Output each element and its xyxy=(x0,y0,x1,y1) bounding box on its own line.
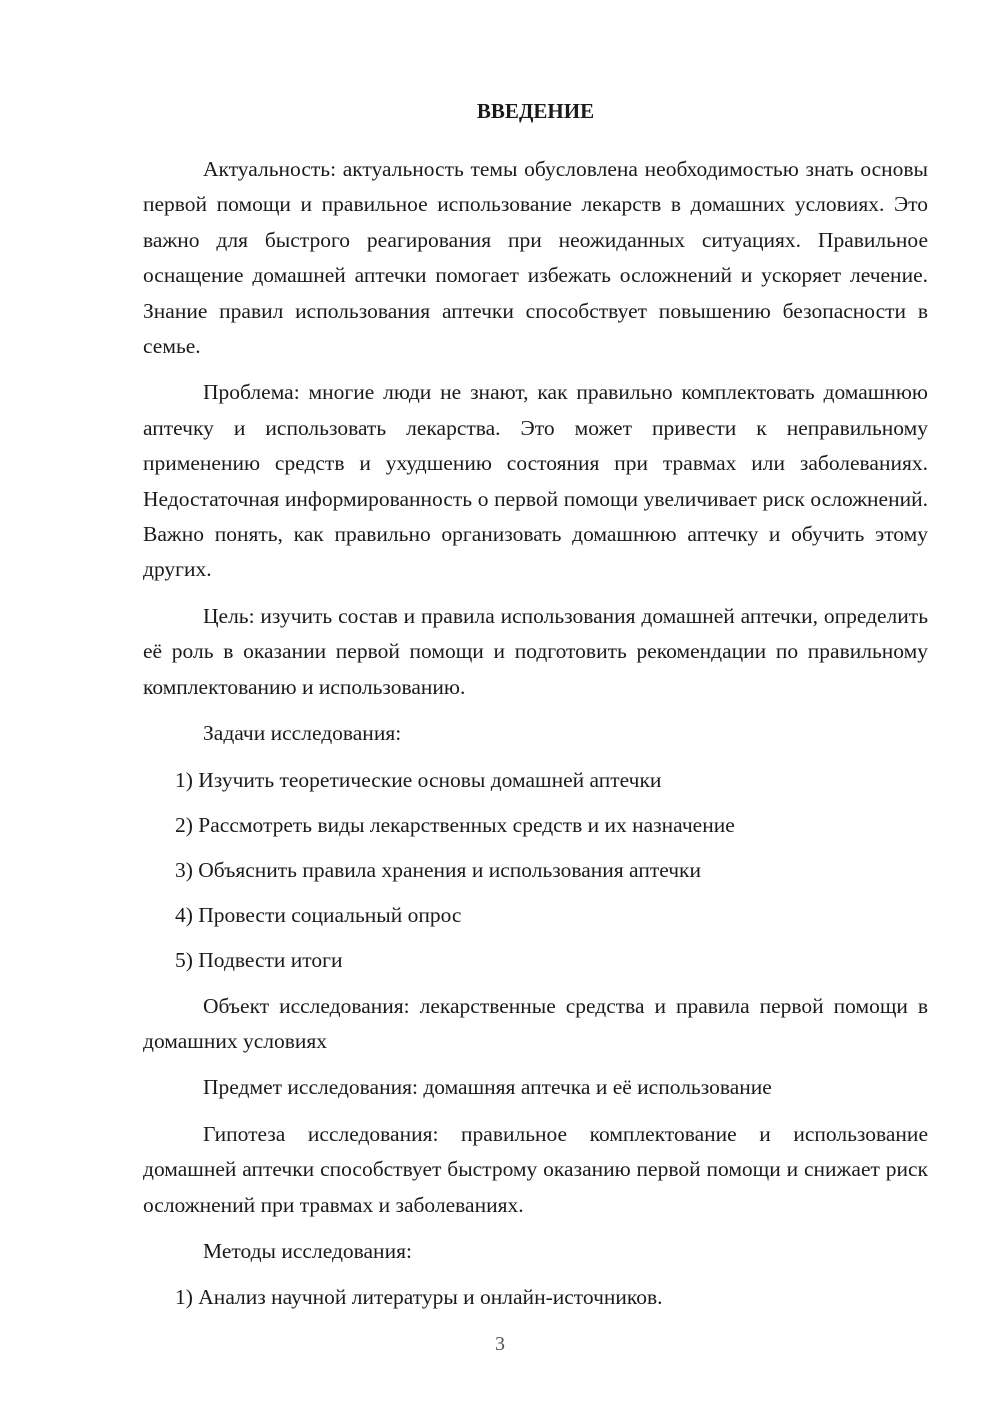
hypothesis-paragraph: Гипотеза исследования: правильное комплектование и использование домашней аптечки способствует быстрому оказанию первой помощи и снижает риск осложнений при травмах и заболеваниях. xyxy=(143,1121,928,1217)
relevance-paragraph: Актуальность: актуальность темы обусловлена необходимостью знать основы первой помощи и правильное использование лекарств в домашних условиях. Это важно для быстрого реагирования при неожиданных ситуациях. Правильное оснащение домашней аптечки помогает избежать осложнений и ускоряет лечение. Знание правил использования аптечки способствует повышению безопасности в семье. xyxy=(143,157,928,359)
tasks-list xyxy=(143,763,928,979)
methods-title: Методы исследования: xyxy=(203,1238,412,1263)
list-item: 4) Провести социальный опрос xyxy=(175,903,462,928)
problem-paragraph: Проблема: многие люди не знают, как правильно комплектовать домашнюю аптечку и использовать лекарства. Это может привести к неправильному применению средств и ухудшению состояния при травмах или заболеваниях. Недостаточная информированность о первой помощи увеличивает риск осложнений. Важно понять, как правильно организовать домашнюю аптечку и обучить этому других. xyxy=(143,380,928,582)
methods-list xyxy=(143,1280,928,1315)
subject-paragraph: Предмет исследования: домашняя аптечка и её использование xyxy=(203,1075,772,1100)
page-title: ВВЕДЕНИЕ xyxy=(476,99,595,123)
tasks-title: Задачи исследования: xyxy=(203,721,402,746)
list-item: 3) Объяснить правила хранения и использования аптечки xyxy=(175,857,701,882)
object-paragraph: Объект исследования: лекарственные средства и правила первой помощи в домашних условиях xyxy=(143,993,928,1053)
list-item: 2) Рассмотреть виды лекарственных средств и их назначение xyxy=(175,812,735,837)
goal-paragraph: Цель: изучить состав и правила использования домашней аптечки, определить её роль в оказании первой помощи и подготовить рекомендации по правильному комплектованию и использованию. xyxy=(143,603,928,699)
list-item: 1) Анализ научной литературы и онлайн-источников. xyxy=(175,1285,663,1310)
page-number: 3 xyxy=(495,1333,505,1355)
document-page xyxy=(143,92,928,1326)
list-item: 5) Подвести итоги xyxy=(175,948,343,973)
list-item: 1) Изучить теоретические основы домашней аптечки xyxy=(175,767,662,792)
